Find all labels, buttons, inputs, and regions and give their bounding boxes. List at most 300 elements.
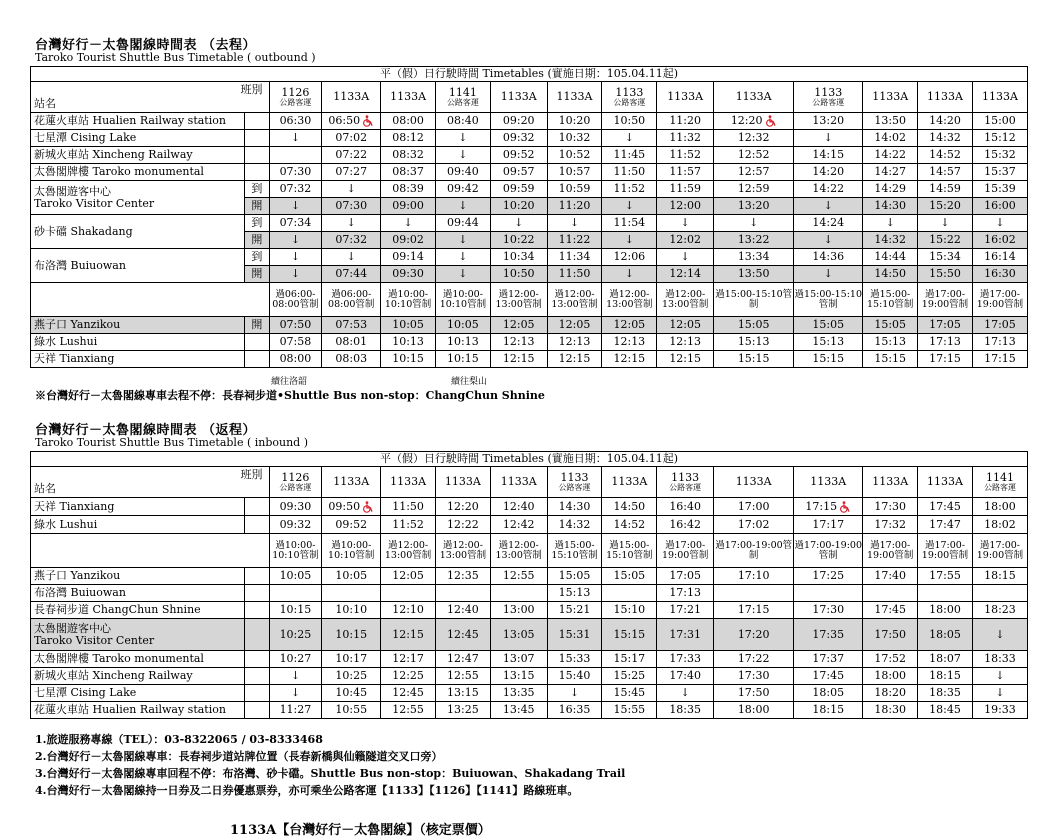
time-cell: 12:15 xyxy=(381,619,436,651)
time-cell: 17:30 xyxy=(863,498,918,516)
time-value: 12:20 xyxy=(730,114,763,128)
time-cell: 19:33 xyxy=(972,702,1027,719)
time-cell: 17:25 xyxy=(794,568,863,585)
time-cell: 07:27 xyxy=(322,164,381,181)
time-cell: 12:55 xyxy=(381,702,436,719)
time-cell: 09:44 xyxy=(435,215,490,232)
control-window: 過17:00-19:00管制 xyxy=(714,534,794,568)
time-cell: 08:03 xyxy=(322,351,381,368)
time-cell: 08:39 xyxy=(381,181,436,198)
time-cell: 13:35 xyxy=(490,685,547,702)
time-with-icon xyxy=(731,115,777,127)
time-cell: 10:17 xyxy=(322,651,381,668)
time-cell: 15:20 xyxy=(918,198,973,215)
route-id: 1126 xyxy=(281,86,310,100)
time-cell: 17:10 xyxy=(714,568,794,585)
route-id: 1133A xyxy=(500,90,537,104)
table-row xyxy=(31,181,1028,198)
time-cell: 12:13 xyxy=(490,334,547,351)
stop-name: 新城火車站 Xincheng Railway xyxy=(31,668,245,685)
time-cell: 10:15 xyxy=(269,602,322,619)
route-id: 1133 xyxy=(615,86,644,100)
stop-name-line: 太魯閣遊客中心 xyxy=(34,184,111,198)
time-cell: 10:55 xyxy=(322,702,381,719)
stop-name: 花蓮火車站 Hualien Railway station xyxy=(31,113,245,130)
time-cell: 12:32 xyxy=(714,130,794,147)
table-row xyxy=(31,130,1028,147)
time-cell: 13:15 xyxy=(490,668,547,685)
time-cell: 12:05 xyxy=(657,317,714,334)
time-cell: 07:32 xyxy=(269,181,322,198)
time-cell: 11:54 xyxy=(602,215,657,232)
time-cell xyxy=(602,585,657,602)
table-row xyxy=(31,249,1028,266)
table-row xyxy=(31,585,1028,602)
inbound-subtitle: Taroko Tourist Shuttle Bus Timetable ( inbound ) xyxy=(35,436,309,449)
time-cell: 15:33 xyxy=(547,651,602,668)
arrive-flag: 到 xyxy=(245,215,269,232)
time-cell: ↓ xyxy=(435,198,490,215)
time-cell: 17:55 xyxy=(918,568,973,585)
time-cell: 16:30 xyxy=(972,266,1027,283)
control-window: 過10:00-10:10管制 xyxy=(322,534,381,568)
time-cell: 07:32 xyxy=(322,232,381,249)
time-cell: 17:37 xyxy=(794,651,863,668)
time-cell: 18:35 xyxy=(657,702,714,719)
time-cell: ↓ xyxy=(972,619,1027,651)
time-cell: 10:15 xyxy=(435,351,490,368)
table-row xyxy=(31,215,1028,232)
outbound-nonstop-note: ※台灣好行－太魯閣線專車去程不停：長春祠步道•Shuttle Bus non-stop：ChangChun Shnine xyxy=(35,389,545,402)
time-cell: ↓ xyxy=(547,685,602,702)
route-number xyxy=(322,82,381,113)
time-cell: 14:44 xyxy=(863,249,918,266)
time-cell: ↓ xyxy=(435,249,490,266)
time-cell: 17:05 xyxy=(918,317,973,334)
time-cell: ↓ xyxy=(435,232,490,249)
time-cell: 12:05 xyxy=(381,568,436,585)
control-window: 過10:00-10:10管制 xyxy=(435,283,490,317)
time-cell: 10:25 xyxy=(322,668,381,685)
time-cell: 17:50 xyxy=(714,685,794,702)
time-cell: 14:57 xyxy=(918,164,973,181)
route-type: 公路客運 xyxy=(279,482,312,492)
time-cell xyxy=(269,585,322,602)
arrive-depart-flag xyxy=(245,498,269,516)
route-type: 公路客運 xyxy=(613,97,646,107)
route-number xyxy=(918,467,973,498)
time-cell: 15:13 xyxy=(863,334,918,351)
time-cell: 15:37 xyxy=(972,164,1027,181)
route-number xyxy=(657,467,714,498)
time-cell: 18:00 xyxy=(863,668,918,685)
timetable-banner: 平（假）日行駛時間 Timetables (實施日期：105.04.11起) xyxy=(31,67,1028,82)
time-cell: 10:20 xyxy=(490,198,547,215)
time-cell: 11:50 xyxy=(547,266,602,283)
time-cell xyxy=(269,147,322,164)
route-id: 1133A xyxy=(333,475,370,489)
route-number xyxy=(863,82,918,113)
time-cell: 10:52 xyxy=(547,147,602,164)
time-cell: 11:50 xyxy=(602,164,657,181)
time-cell: 10:50 xyxy=(602,113,657,130)
time-with-icon xyxy=(328,501,374,513)
time-cell: 17:30 xyxy=(714,668,794,685)
timetable-banner: 平（假）日行駛時間 Timetables (實施日期：105.04.11起) xyxy=(31,452,1028,467)
time-cell xyxy=(714,585,794,602)
inbound-timetable xyxy=(30,451,1028,719)
time-cell: ↓ xyxy=(972,685,1027,702)
time-cell: 09:32 xyxy=(269,516,322,534)
time-cell: ↓ xyxy=(794,130,863,147)
route-id: 1133A xyxy=(735,475,772,489)
route-id: 1126 xyxy=(281,471,310,485)
time-cell: 17:15 xyxy=(972,351,1027,368)
control-window: 過10:00-10:10管制 xyxy=(269,534,322,568)
time-cell: ↓ xyxy=(972,668,1027,685)
time-cell: 17:05 xyxy=(972,317,1027,334)
time-cell: 16:02 xyxy=(972,232,1027,249)
time-cell: 10:05 xyxy=(381,317,436,334)
time-cell: 12:47 xyxy=(435,651,490,668)
control-window: 過15:00-15:10管制 xyxy=(863,283,918,317)
time-cell: 15:05 xyxy=(863,317,918,334)
outbound-subtitle: Taroko Tourist Shuttle Bus Timetable ( outbound ) xyxy=(35,51,316,64)
route-id: 1133A xyxy=(667,90,704,104)
table-row xyxy=(31,498,1028,516)
time-cell: 08:40 xyxy=(435,113,490,130)
route-id: 1133 xyxy=(560,471,589,485)
continue-lishan-label: 續往梨山 xyxy=(451,377,488,387)
time-cell: ↓ xyxy=(794,266,863,283)
time-cell: 15:15 xyxy=(863,351,918,368)
control-window: 過06:00-08:00管制 xyxy=(269,283,322,317)
control-window: 過12:00-13:00管制 xyxy=(657,283,714,317)
time-cell: 14:02 xyxy=(863,130,918,147)
time-cell: 06:30 xyxy=(269,113,322,130)
depart-flag: 開 xyxy=(245,266,269,283)
time-cell: 10:32 xyxy=(547,130,602,147)
control-window: 過10:00-10:10管制 xyxy=(381,283,436,317)
empty-cell xyxy=(31,534,270,568)
control-window: 過15:00-15:10管制 xyxy=(714,283,794,317)
time-cell: 11:57 xyxy=(657,164,714,181)
time-cell: 13:00 xyxy=(490,602,547,619)
time-cell: 17:47 xyxy=(918,516,973,534)
time-cell: 16:42 xyxy=(657,516,714,534)
route-row xyxy=(31,82,1028,113)
wheelchair-icon xyxy=(362,501,374,513)
time-cell: ↓ xyxy=(322,181,381,198)
time-cell: 11:20 xyxy=(547,198,602,215)
time-cell: 15:05 xyxy=(547,568,602,585)
time-cell: 08:32 xyxy=(381,147,436,164)
stop-name: 花蓮火車站 Hualien Railway station xyxy=(31,702,245,719)
time-cell: ↓ xyxy=(918,215,973,232)
time-cell: 15:39 xyxy=(972,181,1027,198)
time-cell: 13:07 xyxy=(490,651,547,668)
time-cell: 18:00 xyxy=(714,702,794,719)
arrive-depart-flag xyxy=(245,130,269,147)
control-window: 過15:00-15:10管制 xyxy=(794,283,863,317)
time-cell: 10:45 xyxy=(322,685,381,702)
control-window: 過12:00-13:00管制 xyxy=(490,534,547,568)
time-cell: 09:42 xyxy=(435,181,490,198)
time-cell: 18:15 xyxy=(918,668,973,685)
time-cell: 14:32 xyxy=(863,232,918,249)
route-id: 1133A xyxy=(872,475,909,489)
route-id: 1133A xyxy=(444,475,481,489)
time-cell: 11:20 xyxy=(657,113,714,130)
time-cell: 18:15 xyxy=(972,568,1027,585)
time-cell: ↓ xyxy=(381,215,436,232)
time-cell: ↓ xyxy=(435,147,490,164)
table-row xyxy=(31,516,1028,534)
time-cell: 09:14 xyxy=(381,249,436,266)
control-window: 過12:00-13:00管制 xyxy=(435,534,490,568)
time-cell: 15:34 xyxy=(918,249,973,266)
time-cell: ↓ xyxy=(490,215,547,232)
route-id: 1133A xyxy=(810,475,847,489)
route-number xyxy=(794,82,863,113)
time-cell: 15:12 xyxy=(972,130,1027,147)
stop-name-line: 太魯閣遊客中心 xyxy=(34,621,111,635)
time-cell: 12:06 xyxy=(602,249,657,266)
route-number xyxy=(322,467,381,498)
time-cell: 10:27 xyxy=(269,651,322,668)
route-number xyxy=(381,467,436,498)
stop-name: 太魯閣牌樓 Taroko monumental xyxy=(31,651,245,668)
time-cell: 17:33 xyxy=(657,651,714,668)
time-cell: 10:25 xyxy=(269,619,322,651)
time-cell: 13:20 xyxy=(794,113,863,130)
stop-name: 綠水 Lushui xyxy=(31,334,245,351)
time-cell: ↓ xyxy=(269,232,322,249)
stop-name: 七星潭 Cising Lake xyxy=(31,685,245,702)
time-cell: 15:05 xyxy=(714,317,794,334)
arrive-depart-flag xyxy=(245,668,269,685)
control-window-row xyxy=(31,534,1028,568)
control-window: 過17:00-19:00管制 xyxy=(657,534,714,568)
time-cell: ↓ xyxy=(269,668,322,685)
time-cell: 11:27 xyxy=(269,702,322,719)
time-cell: 15:13 xyxy=(714,334,794,351)
time-cell: 11:32 xyxy=(657,130,714,147)
time-cell: 13:34 xyxy=(714,249,794,266)
time-cell: 11:22 xyxy=(547,232,602,249)
time-cell: ↓ xyxy=(714,215,794,232)
empty-cell xyxy=(31,283,270,317)
time-cell: 15:00 xyxy=(972,113,1027,130)
control-window: 過17:00-19:00管制 xyxy=(972,283,1027,317)
route-id: 1133 xyxy=(814,86,843,100)
route-type: 公路客運 xyxy=(279,97,312,107)
time-cell: 15:13 xyxy=(547,585,602,602)
stop-name-line: Taroko Visitor Center xyxy=(34,633,155,647)
stop-name: 綠水 Lushui xyxy=(31,516,245,534)
time-cell: 07:50 xyxy=(269,317,322,334)
time-cell: 11:52 xyxy=(381,516,436,534)
time-cell: 17:30 xyxy=(794,602,863,619)
time-cell: 15:40 xyxy=(547,668,602,685)
time-cell: 17:45 xyxy=(863,602,918,619)
time-cell: 17:20 xyxy=(714,619,794,651)
time-cell: 18:05 xyxy=(794,685,863,702)
time-cell: 12:57 xyxy=(714,164,794,181)
time-cell: 17:15 xyxy=(918,351,973,368)
time-cell: ↓ xyxy=(602,266,657,283)
note-2: 2.台灣好行－太魯閣線專車：長春祠步道站牌位置（長春新橋與仙籟隧道交叉口旁） xyxy=(35,750,443,763)
time-cell: 12:13 xyxy=(547,334,602,351)
note-4: 4.台灣好行－太魯閣線持一日券及二日券優惠票券，亦可乘坐公路客運【1133】【1126】【1141】路線班車。 xyxy=(35,784,579,797)
arrive-depart-flag xyxy=(245,164,269,181)
route-number xyxy=(657,82,714,113)
time-cell xyxy=(490,585,547,602)
time-cell: 13:45 xyxy=(490,702,547,719)
time-cell: 08:00 xyxy=(381,113,436,130)
route-number xyxy=(972,82,1027,113)
table-row xyxy=(31,317,1028,334)
time-cell: 10:05 xyxy=(322,568,381,585)
time-cell: ↓ xyxy=(435,130,490,147)
time-cell: 17:52 xyxy=(863,651,918,668)
arrive-depart-flag xyxy=(245,651,269,668)
table-row xyxy=(31,568,1028,585)
time-cell: ↓ xyxy=(863,215,918,232)
arrive-depart-flag xyxy=(245,619,269,651)
time-cell: 10:59 xyxy=(547,181,602,198)
time-cell: 16:00 xyxy=(972,198,1027,215)
time-cell: 12:05 xyxy=(547,317,602,334)
time-cell: 12:13 xyxy=(657,334,714,351)
wheelchair-icon xyxy=(362,115,374,127)
time-cell: 17:40 xyxy=(863,568,918,585)
time-cell: ↓ xyxy=(657,685,714,702)
time-cell: 12:40 xyxy=(490,498,547,516)
route-id: 1133A xyxy=(390,90,427,104)
arrive-depart-flag xyxy=(245,516,269,534)
time-cell: 14:59 xyxy=(918,181,973,198)
banner-row xyxy=(31,452,1028,467)
time-cell: 17:45 xyxy=(918,498,973,516)
time-cell: 12:17 xyxy=(381,651,436,668)
time-cell: 15:21 xyxy=(547,602,602,619)
time-cell: 15:15 xyxy=(602,619,657,651)
time-cell: 17:02 xyxy=(714,516,794,534)
control-window: 過17:00-19:00管制 xyxy=(863,534,918,568)
time-cell: ↓ xyxy=(794,198,863,215)
time-cell: ↓ xyxy=(547,215,602,232)
time-cell: 18:35 xyxy=(918,685,973,702)
table-row xyxy=(31,619,1028,651)
route-id: 1133A xyxy=(981,90,1018,104)
stop-header-label: 站名 xyxy=(34,97,56,111)
table-row xyxy=(31,651,1028,668)
time-cell: 12:02 xyxy=(657,232,714,249)
control-window: 過15:00-15:10管制 xyxy=(602,534,657,568)
time-cell: 15:22 xyxy=(918,232,973,249)
time-cell: 09:59 xyxy=(490,181,547,198)
route-id: 1133A xyxy=(390,475,427,489)
time-cell: 14:32 xyxy=(918,130,973,147)
route-number xyxy=(381,82,436,113)
time-cell xyxy=(322,113,381,130)
time-cell xyxy=(918,585,973,602)
time-cell: 09:30 xyxy=(269,498,322,516)
time-cell: ↓ xyxy=(972,215,1027,232)
time-cell: ↓ xyxy=(602,198,657,215)
time-cell: 16:35 xyxy=(547,702,602,719)
arrive-depart-flag xyxy=(245,334,269,351)
time-cell: 14:29 xyxy=(863,181,918,198)
route-number xyxy=(918,82,973,113)
table-row xyxy=(31,113,1028,130)
table-row xyxy=(31,668,1028,685)
route-header-label: 班別 xyxy=(240,83,263,96)
table-row xyxy=(31,702,1028,719)
time-cell: 07:30 xyxy=(322,198,381,215)
table-row xyxy=(31,334,1028,351)
depart-flag: 開 xyxy=(245,198,269,215)
time-cell: 17:13 xyxy=(918,334,973,351)
time-cell: 12:22 xyxy=(435,516,490,534)
time-cell: 09:02 xyxy=(381,232,436,249)
time-cell: 14:52 xyxy=(602,516,657,534)
time-cell: 15:31 xyxy=(547,619,602,651)
control-window: 過12:00-13:00管制 xyxy=(381,534,436,568)
time-cell: 12:35 xyxy=(435,568,490,585)
time-cell: 07:34 xyxy=(269,215,322,232)
time-cell: 11:52 xyxy=(602,181,657,198)
time-cell xyxy=(435,585,490,602)
time-cell: 12:14 xyxy=(657,266,714,283)
time-cell: 12:52 xyxy=(714,147,794,164)
time-cell: 18:02 xyxy=(972,516,1027,534)
route-number xyxy=(794,467,863,498)
time-cell: 18:45 xyxy=(918,702,973,719)
time-cell: 15:45 xyxy=(602,685,657,702)
time-cell: 07:44 xyxy=(322,266,381,283)
route-type: 公路客運 xyxy=(983,482,1016,492)
table-row xyxy=(31,147,1028,164)
route-id: 1133A xyxy=(556,90,593,104)
stop-header-label: 站名 xyxy=(34,482,56,496)
time-cell: 15:10 xyxy=(602,602,657,619)
stop-name: 燕子口 Yanzikou xyxy=(31,568,245,585)
route-number xyxy=(490,467,547,498)
arrive-depart-flag xyxy=(245,147,269,164)
route-number xyxy=(435,82,490,113)
arrive-flag: 到 xyxy=(245,249,269,266)
route-stop-header xyxy=(31,82,270,113)
route-type: 公路客運 xyxy=(558,482,591,492)
time-cell: 17:15 xyxy=(714,602,794,619)
time-cell: 18:23 xyxy=(972,602,1027,619)
time-cell: 14:52 xyxy=(918,147,973,164)
control-window-row xyxy=(31,283,1028,317)
stop-name: 天祥 Tianxiang xyxy=(31,351,245,368)
time-cell: 17:00 xyxy=(714,498,794,516)
route-id: 1141 xyxy=(985,471,1014,485)
time-cell: 10:57 xyxy=(547,164,602,181)
route-id: 1141 xyxy=(448,86,477,100)
time-cell: 18:07 xyxy=(918,651,973,668)
time-cell: 15:15 xyxy=(794,351,863,368)
time-cell xyxy=(794,498,863,516)
stop-name: 燕子口 Yanzikou xyxy=(31,317,245,334)
time-cell: 07:53 xyxy=(322,317,381,334)
time-cell: 10:13 xyxy=(435,334,490,351)
